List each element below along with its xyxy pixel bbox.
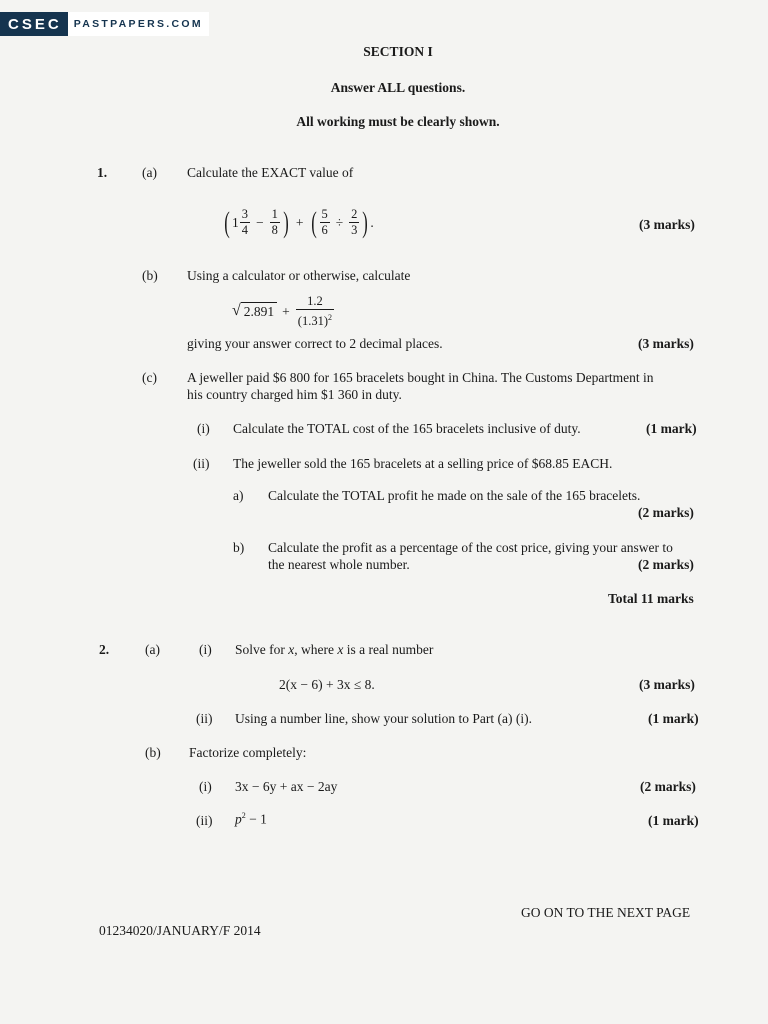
paper-code: 01234020/JANUARY/F 2014: [99, 923, 261, 938]
q2aii-text: Using a number line, show your solution to Part (a) (i).: [235, 711, 532, 726]
plus-sign-b: +: [282, 303, 290, 319]
mixed-whole: 1: [232, 214, 239, 230]
q1b-marks: (3 marks): [638, 336, 694, 351]
q1cii-a-text: Calculate the TOTAL profit he made on the sale of the 165 bracelets.: [268, 488, 641, 503]
q1b-label: (b): [142, 268, 158, 283]
q1ci-marks: (1 mark): [646, 421, 697, 436]
fraction-3-4: $\frac{3}{4}$: [241, 207, 248, 237]
divide-sign: ÷: [335, 214, 344, 230]
paren-open: (: [224, 205, 230, 239]
q1cii-b-text1: Calculate the profit as a percentage of the cost price, giving your answer to: [268, 540, 673, 555]
paren-open-2: (: [310, 205, 317, 239]
q1a-text: Calculate the EXACT value of: [187, 165, 354, 180]
q2bi-label: (i): [199, 779, 212, 794]
q1c-label: (c): [142, 370, 157, 385]
q2-number: 2.: [99, 642, 110, 657]
q1cii-text: The jeweller sold the 165 bracelets at a selling price of $68.85 EACH.: [233, 456, 613, 471]
q2ai-inequality: 2(x − 6) + 3x ≤ 8.: [279, 677, 375, 692]
instruction-answer-all: Answer ALL questions.: [330, 80, 466, 95]
instruction-working: All working must be clearly shown.: [296, 114, 500, 129]
paren-close: ): [283, 205, 289, 239]
q1b-text: Using a calculator or otherwise, calculate: [187, 268, 411, 283]
q1ci-text: Calculate the TOTAL cost of the 165 bracelets inclusive of duty.: [233, 421, 581, 436]
square-root: √ 2.891: [232, 302, 277, 321]
plus-sign: +: [295, 214, 304, 230]
logo-box: CSEC: [0, 12, 68, 36]
q1b-expression: [232, 294, 335, 329]
q2bii-marks: (1 mark): [648, 813, 699, 828]
q1c-text2: his country charged him $1 360 in duty.: [187, 387, 402, 402]
q1a-label: (a): [142, 165, 157, 180]
expr-end: .: [370, 214, 374, 230]
q2bii-expr: $p^2 - 1$: [235, 811, 267, 827]
q2ai-marks: (3 marks): [639, 677, 695, 692]
fraction-1-8: $\frac{1}{8}$: [271, 207, 278, 237]
q1c-text1: A jeweller paid $6 800 for 165 bracelets bought in China. The Customs Department in: [187, 370, 654, 385]
q1a-marks: (3 marks): [639, 217, 695, 232]
logo-text: PASTPAPERS.COM: [68, 12, 209, 36]
paren-close-2: ): [362, 205, 369, 239]
q1b-text2: giving your answer correct to 2 decimal places.: [187, 336, 443, 351]
q2ai-label: (i): [199, 642, 212, 657]
q1a-expression: [222, 207, 374, 238]
radicand: 2.891: [241, 302, 277, 321]
q1ci-label: (i): [197, 421, 210, 436]
go-on-next-page: GO ON TO THE NEXT PAGE: [521, 905, 691, 920]
q2aii-label: (ii): [196, 711, 213, 726]
fraction-5-6: $\frac{5}{6}$: [321, 207, 328, 237]
q1cii-a-marks: (2 marks): [638, 505, 694, 520]
q2bi-expr: 3x − 6y + ax − 2ay: [235, 779, 338, 794]
q2aii-marks: (1 mark): [648, 711, 699, 726]
q2b-text: Factorize completely:: [189, 745, 307, 760]
minus-sign: −: [256, 214, 264, 230]
q1cii-label: (ii): [193, 456, 210, 471]
q2a-label: (a): [145, 642, 160, 657]
csec-logo: [0, 12, 209, 36]
q2b-label: (b): [145, 745, 161, 760]
section-title: SECTION I: [363, 44, 433, 59]
q1-total: Total 11 marks: [608, 591, 694, 606]
fraction-b: $\frac{1.2}{(1.31)^2}$: [297, 294, 332, 329]
q2bi-marks: (2 marks): [640, 779, 696, 794]
q1cii-a-label: a): [233, 488, 244, 503]
fraction-2-3: $\frac{2}{3}$: [351, 207, 358, 237]
q2ai-text: Solve for x, where x is a real number: [235, 642, 434, 657]
q2bii-label: (ii): [196, 813, 213, 828]
q1cii-b-marks: (2 marks): [638, 557, 694, 572]
q1cii-b-text2: the nearest whole number.: [268, 557, 410, 572]
q1-number: 1.: [97, 165, 108, 180]
q1cii-b-label: b): [233, 540, 245, 555]
